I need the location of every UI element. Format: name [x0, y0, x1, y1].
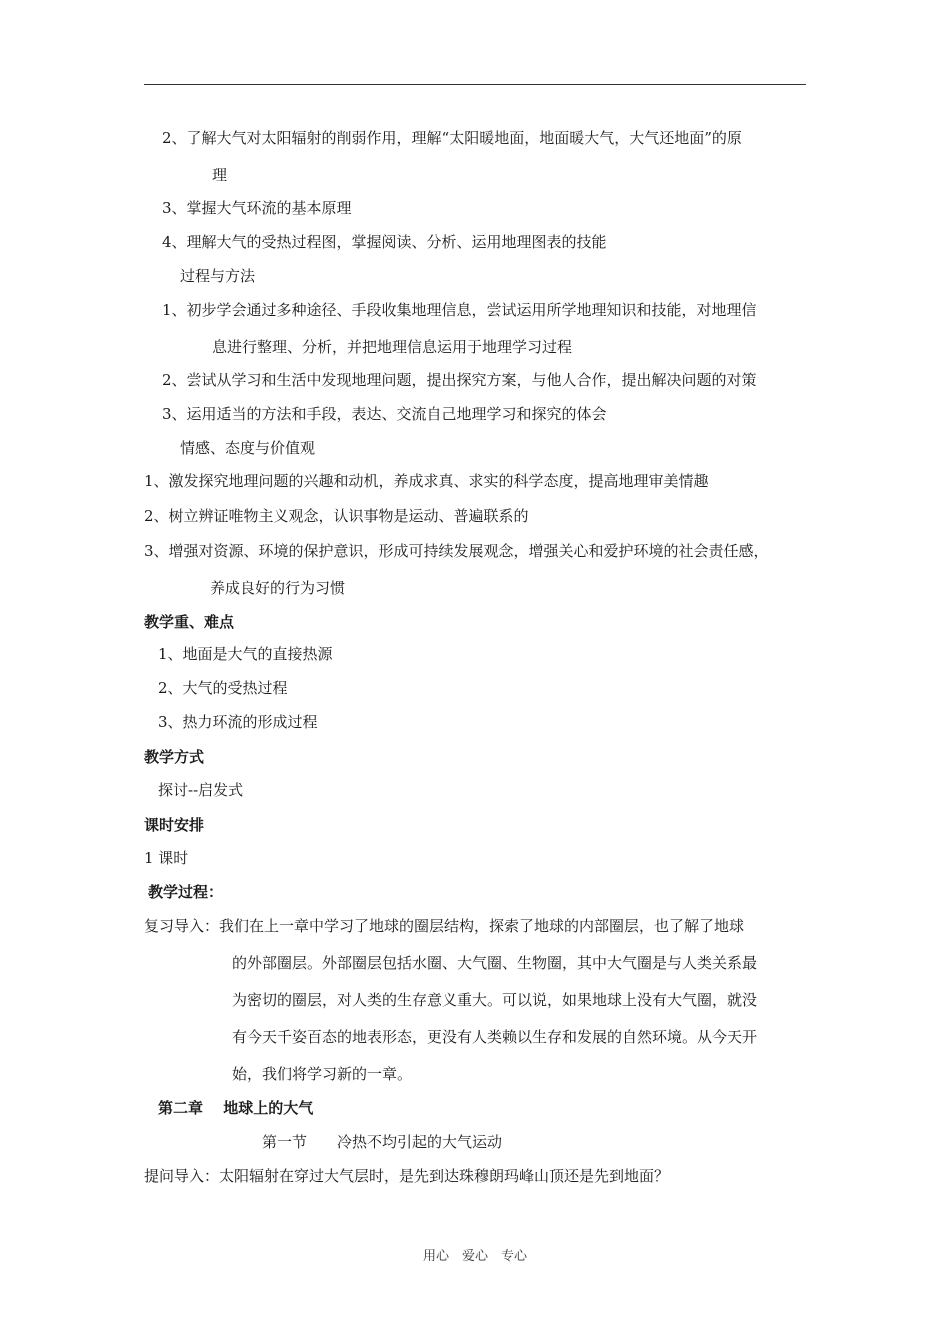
- review-intro-line-1: 复习导入：我们在上一章中学习了地球的圈层结构，探索了地球的内部圈层，也了解了地球: [144, 917, 745, 935]
- attitude-heading: 情感、态度与价值观: [180, 439, 316, 457]
- process-item-1-continued: 息进行整理、分析，并把地理信息运用于地理学习过程: [212, 338, 573, 356]
- header-rule: [144, 84, 806, 85]
- knowledge-item-4: 4、理解大气的受热过程图，掌握阅读、分析、运用地理图表的技能: [162, 233, 607, 251]
- attitude-item-3-continued: 养成良好的行为习惯: [210, 579, 346, 597]
- key-point-3: 3、热力环流的形成过程: [158, 713, 318, 731]
- process-method-heading: 过程与方法: [180, 267, 256, 285]
- process-heading: 教学过程：: [148, 883, 224, 901]
- key-point-1: 1、地面是大气的直接热源: [158, 645, 333, 663]
- question-intro: 提问导入：太阳辐射在穿过大气层时，是先到达珠穆朗玛峰山顶还是先到地面？: [144, 1167, 670, 1185]
- schedule-text: 1 课时: [144, 849, 189, 867]
- method-heading: 教学方式: [144, 748, 205, 766]
- knowledge-item-2-continued: 理: [212, 166, 228, 184]
- schedule-heading: 课时安排: [144, 816, 205, 834]
- chapter-title: 第二章 地球上的大气: [158, 1099, 314, 1117]
- review-intro-line-4: 有今天千姿百态的地表形态，更没有人类赖以生存和发展的自然环境。从今天开: [232, 1028, 758, 1046]
- process-item-2: 2、尝试从学习和生活中发现地理问题，提出探究方案，与他人合作，提出解决问题的对策: [162, 371, 757, 389]
- section-title: 第一节 冷热不均引起的大气运动: [262, 1133, 503, 1151]
- knowledge-item-3: 3、掌握大气环流的基本原理: [162, 199, 352, 217]
- attitude-item-2: 2、树立辨证唯物主义观念，认识事物是运动、普遍联系的: [144, 507, 529, 525]
- knowledge-item-2: 2、了解大气对太阳辐射的削弱作用，理解“太阳暖地面，地面暖大气，大气还地面”的原: [162, 129, 742, 147]
- key-point-2: 2、大气的受热过程: [158, 679, 288, 697]
- attitude-item-3: 3、增强对资源、环境的保护意识，形成可持续发展观念，增强关心和爱护环境的社会责任感，: [144, 542, 769, 560]
- method-text: 探讨--启发式: [158, 781, 244, 799]
- review-intro-line-3: 为密切的圈层，对人类的生存意义重大。可以说，如果地球上没有大气圈，就没: [232, 991, 758, 1009]
- review-intro-line-2: 的外部圈层。外部圈层包括水圈、大气圈、生物圈，其中大气圈是与人类关系最: [232, 954, 758, 972]
- review-intro-line-5: 始，我们将学习新的一章。: [232, 1065, 413, 1083]
- page-footer: 用心 爱心 专心: [422, 1249, 527, 1264]
- process-item-3: 3、运用适当的方法和手段，表达、交流自己地理学习和探究的体会: [162, 405, 607, 423]
- attitude-item-1: 1、激发探究地理问题的兴趣和动机，养成求真、求实的科学态度，提高地理审美情趣: [144, 472, 709, 490]
- key-points-heading: 教学重、难点: [144, 613, 235, 631]
- process-item-1: 1、初步学会通过多种途径、手段收集地理信息，尝试运用所学地理知识和技能，对地理信: [162, 301, 757, 319]
